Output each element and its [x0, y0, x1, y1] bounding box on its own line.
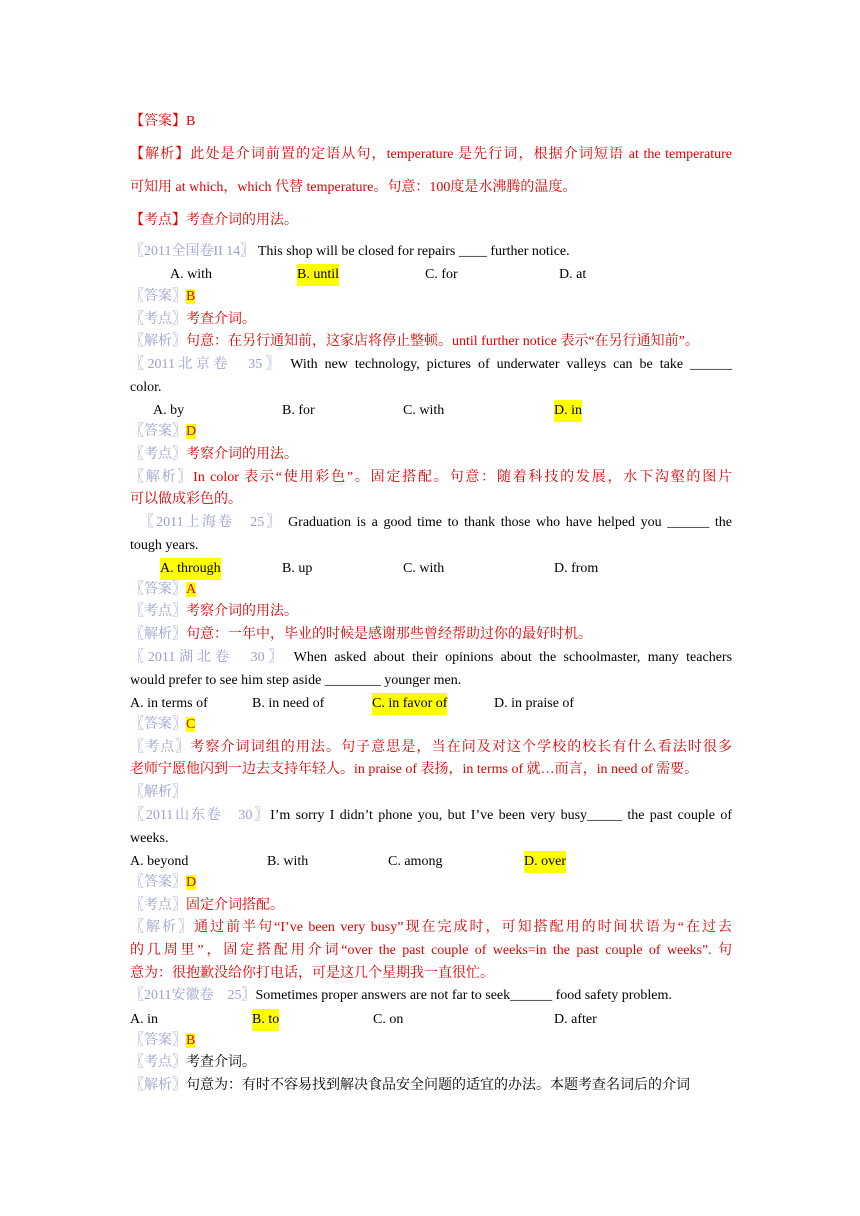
analysis-text: 通过前半句“I’ve been very busy”现在完成时，可知搭配用的时间状语为“在过去 — [194, 920, 733, 935]
answer-value: B — [186, 289, 196, 304]
point-line-2: 老师宁愿他闪到一边去支持年轻人。in praise of 表扬，in terms of 就…而言，in need of 需要。 — [130, 762, 699, 777]
analysis-line — [130, 467, 732, 489]
point-text: 固定介词搭配。 — [186, 898, 284, 913]
answer-line — [130, 1030, 732, 1052]
question-stem-2: color. — [130, 380, 162, 395]
question-source: 〖2011全国卷II 14〗 — [130, 244, 255, 259]
option-a: A. in terms of — [130, 696, 208, 711]
answer-value: D — [186, 424, 197, 439]
answer-label: 〖答案〗 — [130, 717, 186, 732]
question-text: When asked about their opinions about the schoolmaster, many teachers — [293, 650, 733, 665]
question-stem — [140, 512, 732, 534]
point-label: 〖考点〗 — [130, 604, 186, 619]
point-label: 〖考点〗 — [130, 898, 186, 913]
analysis-line — [130, 782, 732, 804]
analysis-text: 句意为：有时不容易找到解决食品安全问题的适宜的办法。本题考查名词后的介词 — [186, 1078, 690, 1093]
analysis-line — [130, 1075, 732, 1097]
question-text: I’m sorry I didn’t phone you, but I’ve been very busy_____ the past couple of — [270, 808, 732, 823]
question-source: 〖2011北京卷 35〗 — [130, 357, 284, 372]
point-line — [130, 601, 732, 623]
question-source: 〖2011上海卷 25〗 — [140, 515, 283, 530]
question-text: With new technology, pictures of underwater valleys can be take ______ — [290, 357, 732, 372]
answer-line — [130, 286, 732, 308]
option-c: C. among — [388, 854, 443, 869]
answer-label: 【答案】 — [130, 114, 186, 129]
option-b: B. up — [282, 561, 313, 576]
answer-value: B — [186, 1033, 196, 1048]
option-b: B. with — [267, 854, 309, 869]
point-label: 〖考点〗 — [130, 1055, 186, 1070]
question-text: This shop will be closed for repairs ____ further notice. — [257, 244, 570, 259]
answer-label: 〖答案〗 — [130, 1033, 186, 1048]
analysis-text: 句意：在另行通知前，这家店将停止整顿。until further notice 表示“在另行通知前”。 — [186, 334, 699, 349]
point-text: 考察介词的用法。 — [186, 447, 298, 462]
answer-label: 〖答案〗 — [130, 424, 186, 439]
point-line — [130, 444, 732, 466]
point-text: 考查介词的用法。 — [186, 213, 298, 228]
option-b: B. for — [282, 403, 315, 418]
question-stem-2: weeks. — [130, 831, 169, 846]
analysis-line-2: 可知用 at which，which 代替 temperature。句意：100度是水沸腾的温度。 — [130, 180, 577, 195]
answer-line — [130, 579, 732, 601]
point-line — [130, 1052, 732, 1074]
option-b: B. until — [297, 264, 339, 286]
option-b: B. to — [252, 1009, 279, 1031]
question-stem-2: tough years. — [130, 538, 199, 553]
option-d: D. from — [554, 561, 599, 576]
question-stem — [130, 241, 732, 263]
answer-value: B — [186, 114, 196, 129]
answer-line — [130, 421, 732, 443]
point-line — [130, 210, 732, 232]
question-stem — [130, 354, 732, 376]
analysis-line-2: 的几周里”，固定搭配用介词“over the past couple of weeks=in the past couple of weeks”. 句 — [130, 943, 732, 958]
answer-line — [130, 111, 732, 133]
option-d: D. in praise of — [494, 696, 575, 711]
analysis-line — [130, 624, 732, 646]
question-stem-2: would prefer to see him step aside ________ younger men. — [130, 673, 462, 688]
question-stem — [130, 647, 732, 669]
question-source: 〖2011湖北卷 30〗 — [130, 650, 287, 665]
analysis-label: 〖解析〗 — [130, 470, 194, 485]
answer-label: 〖答案〗 — [130, 582, 186, 597]
answer-label: 〖答案〗 — [130, 875, 186, 890]
option-d: D. over — [524, 851, 566, 873]
option-c: C. on — [373, 1012, 404, 1027]
option-a: A. beyond — [130, 854, 189, 869]
option-b: B. in need of — [252, 696, 325, 711]
point-label: 【考点】 — [130, 213, 186, 228]
answer-label: 〖答案〗 — [130, 289, 186, 304]
analysis-label: 〖解析〗 — [130, 785, 186, 800]
answer-line — [130, 872, 732, 894]
analysis-text: In color 表示“使用彩色”。固定搭配。句意：随着科技的发展，水下沟壑的图片 — [193, 470, 733, 485]
question-stem — [130, 985, 732, 1007]
analysis-text: 此处是介词前置的定语从句，temperature 是先行词，根据介词短语 at the temperature — [190, 147, 733, 162]
option-c: C. in favor of — [372, 693, 447, 715]
analysis-label: 〖解析〗 — [130, 627, 186, 642]
point-line — [130, 309, 732, 331]
analysis-label: 〖解析〗 — [130, 920, 195, 935]
question-source: 〖2011山东卷 30〗 — [130, 808, 271, 823]
analysis-line-2: 可以做成彩色的。 — [130, 492, 242, 507]
answer-value: C — [186, 717, 196, 732]
option-c: C. with — [403, 403, 445, 418]
option-c: C. for — [425, 267, 458, 282]
analysis-line — [130, 331, 732, 353]
point-text: 考察介词的用法。 — [186, 604, 298, 619]
answer-value: D — [186, 875, 197, 890]
point-label: 〖考点〗 — [130, 447, 186, 462]
point-text: 考察介词词组的用法。句子意思是，当在问及对这个学校的校长有什么看法时很多 — [190, 740, 733, 755]
option-a: A. with — [170, 267, 212, 282]
option-c: C. with — [403, 561, 445, 576]
point-line — [130, 737, 732, 759]
answer-line — [130, 714, 732, 736]
option-d: D. in — [554, 400, 582, 422]
point-text: 考查介词。 — [186, 1055, 256, 1070]
analysis-line — [130, 917, 732, 939]
question-stem — [130, 805, 732, 827]
option-d: D. after — [554, 1012, 597, 1027]
option-a: A. in — [130, 1012, 158, 1027]
option-d: D. at — [559, 267, 587, 282]
question-text: Sometimes proper answers are not far to seek______ food safety problem. — [255, 988, 672, 1003]
analysis-label: 〖解析〗 — [130, 334, 186, 349]
point-text: 考查介词。 — [186, 312, 256, 327]
analysis-label: 〖解析〗 — [130, 1078, 186, 1093]
question-source: 〖2011安徽卷 25〗 — [130, 988, 256, 1003]
analysis-text: 句意：一年中，毕业的时候是感谢那些曾经帮助过你的最好时机。 — [186, 627, 592, 642]
question-text: Graduation is a good time to thank those who have helped you ______ the — [288, 515, 733, 530]
option-a: A. by — [153, 403, 185, 418]
analysis-label: 【解析】 — [130, 147, 191, 162]
point-line — [130, 895, 732, 917]
answer-value: A — [186, 582, 197, 597]
point-label: 〖考点〗 — [130, 312, 186, 327]
point-label: 〖考点〗 — [130, 740, 191, 755]
analysis-line-3: 意为：很抱歉没给你打电话，可是这几个星期我一直很忙。 — [130, 966, 494, 981]
analysis-line — [130, 144, 732, 166]
option-a: A. through — [160, 558, 221, 580]
